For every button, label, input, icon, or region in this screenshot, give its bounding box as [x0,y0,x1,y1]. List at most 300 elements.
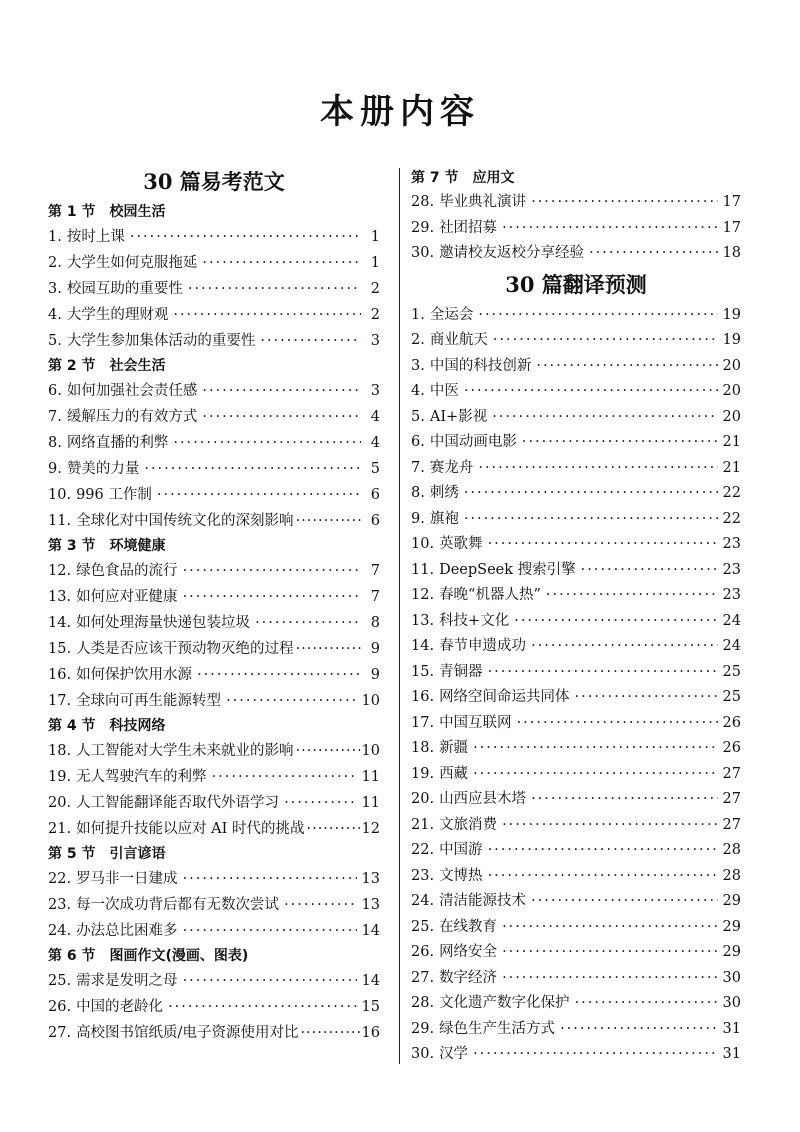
entry-title-group [411,685,570,711]
entry-page-number: 5 [370,461,380,477]
entry-number: 23. [411,867,435,884]
entry-title-group [411,456,473,482]
entry-number: 22. [411,842,435,858]
entry-number: 26. [48,999,72,1015]
toc-entry[interactable] [411,660,741,686]
toc-entry[interactable] [411,216,741,242]
entry-title-group [48,584,178,610]
entry-title: 大学生如何克服拖延 [66,255,198,271]
entry-title-group [48,816,304,842]
toc-entry[interactable] [411,354,741,380]
entry-title-group [411,864,483,890]
entry-page-number: 3 [370,383,380,399]
entry-number: 25. [48,973,72,989]
entry-page-number: 21 [722,434,741,450]
entry-title-group [411,241,584,267]
toc-entry[interactable] [411,190,741,216]
entry-number: 13. [411,612,435,629]
entry-page-number: 10 [361,743,380,759]
entry-number: 11. [48,513,72,529]
dot-leader [226,688,356,714]
entry-title: 赞美的力量 [66,461,140,477]
entry-number: 27. [411,969,435,986]
entry-title: 大学生参加集体活动的重要性 [66,333,256,349]
dot-leader [473,736,717,762]
entry-title-group [48,1020,298,1046]
entry-title: 中国的老龄化 [76,999,164,1015]
entry-page-number: 27 [722,765,741,782]
entry-title-group [411,915,497,941]
entry-title: 刺绣 [429,485,459,501]
entry-number: 8. [411,485,425,501]
entry-title: 绿色生产生活方式 [439,1020,556,1037]
entry-page-number: 23 [722,587,741,603]
entry-page-number: 31 [722,1046,741,1062]
entry-title: 按时上课 [66,229,125,245]
toc-entry[interactable] [411,634,741,660]
entry-title-group [48,866,178,892]
entry-title-group [48,764,207,790]
dot-leader [188,276,361,302]
entry-number: 3. [48,281,62,297]
toc-entry[interactable] [411,430,741,456]
entry-number: 8. [48,435,62,451]
dot-leader [488,532,718,558]
toc-entry[interactable] [411,241,741,267]
entry-number: 9. [411,510,425,527]
toc-entry[interactable] [411,303,741,329]
entry-page-number: 29 [722,944,741,960]
dot-leader [173,302,361,328]
dot-leader [536,354,717,380]
entry-number: 21. [411,816,435,833]
entry-title: 如何加强社会责任感 [66,383,198,399]
entry-title-group [411,430,517,456]
entry-number: 14. [411,638,435,654]
entry-page-number: 30 [722,969,741,986]
toc-entry[interactable] [411,940,741,966]
dot-leader [284,790,356,816]
entry-page-number: 11 [361,795,380,811]
entry-page-number: 11 [361,769,380,785]
toc-entry[interactable] [48,224,380,250]
entry-title: 如何提升技能以应对 AI 时代的挑战 [76,821,305,837]
entry-title: 春节申遗成功 [439,638,527,654]
toc-entry[interactable] [48,764,380,790]
entry-title: 清洁能源技术 [439,893,527,909]
dot-leader [478,456,717,482]
toc-entry[interactable] [48,482,380,508]
toc-entry[interactable] [48,276,380,302]
entry-page-number: 7 [370,589,380,605]
entry-title: 无人驾驶汽车的利弊 [76,769,207,785]
toc-entry[interactable] [48,866,380,892]
section-number: 第 2 节 [48,358,96,374]
entry-number: 21. [48,821,72,837]
toc-entry[interactable] [48,404,380,430]
entry-number: 26. [411,944,435,960]
entry-title-group [411,379,459,405]
entry-title: 人工智能对大学生未来就业的影响 [76,743,294,759]
dot-leader [202,250,361,276]
entry-title-group [48,994,163,1020]
entry-title: 高校图书馆纸质/电子资源使用对比 [76,1025,299,1041]
entry-page-number: 18 [722,245,741,261]
entry-page-number: 4 [370,409,380,425]
toc-entry[interactable] [48,994,380,1020]
right-column [411,166,741,1068]
entry-page-number: 13 [361,871,380,887]
entry-page-number: 1 [370,255,380,271]
entry-title: 全球化对中国传统文化的深刻影响 [76,513,294,529]
entry-number: 17. [48,693,72,709]
entry-number: 25. [411,918,435,935]
dot-leader [144,456,361,482]
toc-entry[interactable] [411,736,741,762]
toc-entry[interactable] [411,1017,741,1043]
entry-number: 11. [411,561,435,578]
dot-leader [173,430,361,456]
entry-title-group [411,558,576,584]
entry-number: 15. [48,641,72,657]
entry-title-group [411,711,512,737]
entry-title-group [411,1042,468,1068]
entry-title: 办法总比困难多 [76,923,178,939]
toc-entry[interactable] [411,1042,741,1068]
entry-page-number: 6 [370,487,380,503]
dot-leader [581,558,718,584]
entry-page-number: 27 [722,791,741,807]
toc-entry[interactable] [411,787,741,813]
toc-entry[interactable] [48,584,380,610]
dot-leader [473,762,717,788]
entry-number: 3. [411,357,425,374]
dot-leader [575,685,718,711]
entry-title-group [411,481,459,507]
entry-number: 7. [411,459,425,476]
dot-leader [492,405,717,431]
entry-number: 24. [48,923,72,939]
entry-title-group [48,636,294,662]
entry-title-group [48,482,152,508]
entry-title: 社团招募 [439,219,498,236]
entry-number: 20. [48,795,72,811]
entry-title: 中国的科技创新 [429,357,532,374]
entry-number: 4. [411,383,425,399]
toc-entry[interactable] [411,481,741,507]
dot-leader [300,1020,359,1046]
entry-title-group [48,224,125,250]
toc-entry[interactable] [411,532,741,558]
entry-title: 校园互助的重要性 [66,281,183,297]
dot-leader [560,1017,717,1043]
toc-entry[interactable] [411,762,741,788]
entry-title: 邀请校友返校分享经验 [439,245,585,261]
section-heading [48,714,380,738]
dot-leader [183,918,357,944]
toc-entry[interactable] [411,991,741,1017]
entry-title: 赛龙舟 [429,459,474,476]
entry-page-number: 20 [722,383,741,399]
section-heading [48,944,380,968]
entry-title: 网络空间命运共同体 [439,689,570,705]
dot-leader [306,816,359,842]
dot-leader [478,303,717,329]
entry-title: 新疆 [439,740,469,756]
toc-entry[interactable] [411,328,741,354]
toc-entry[interactable] [411,838,741,864]
dot-leader [183,968,357,994]
section-name: 引言谚语 [109,846,166,862]
toc-entry[interactable] [48,1020,380,1046]
toc-entry[interactable] [48,790,380,816]
entry-page-number: 30 [722,995,741,1011]
entry-page-number: 28 [722,867,741,884]
dot-leader [502,216,717,242]
left-column [48,166,380,1046]
entry-number: 13. [48,589,72,605]
entry-title-group [48,430,168,456]
toc-entry[interactable] [48,430,380,456]
entry-page-number: 2 [370,307,380,323]
entry-title: 如何应对亚健康 [76,589,178,605]
entry-title-group [411,838,483,864]
entry-title-group [48,662,192,688]
page-title: 本册内容 [320,92,480,132]
entry-title: 每一次成功背后都有无数次尝试 [76,897,280,913]
entry-number: 12. [48,563,72,579]
entry-page-number: 14 [361,923,380,939]
entry-title: 需求是发明之母 [76,973,178,989]
toc-entry[interactable] [48,610,380,636]
toc-entry[interactable] [411,379,741,405]
entry-title-group [48,276,183,302]
toc-entry[interactable] [411,711,741,737]
dot-leader [589,241,717,267]
entry-title: 如何保护饮用水源 [76,667,193,683]
entry-title-group [48,404,197,430]
toc-entry[interactable] [411,456,741,482]
toc-entry[interactable] [48,738,380,764]
entry-number: 14. [48,615,72,631]
toc-entry[interactable] [411,966,741,992]
toc-entry[interactable] [48,302,380,328]
entry-number: 20. [411,791,435,807]
entry-number: 16. [48,667,72,683]
toc-entry[interactable] [48,508,380,534]
section-name: 社会生活 [109,358,166,374]
entry-number: 4. [48,307,62,323]
translation-list [411,303,741,1068]
entry-title-group [48,456,139,482]
entry-title-group [411,583,541,609]
entry-number: 5. [48,333,62,349]
entry-number: 24. [411,893,435,909]
entry-title-group [48,790,279,816]
dot-leader [168,994,356,1020]
toc-entry[interactable] [411,915,741,941]
entry-title: 人类是否应该干预动物灭绝的过程 [76,641,294,657]
entry-page-number: 20 [722,408,741,425]
entry-page-number: 20 [722,357,741,374]
entry-title: 如何处理海量快递包装垃圾 [76,615,251,631]
dot-leader [531,190,717,216]
entry-title-group [48,378,197,404]
entry-number: 18. [411,740,435,756]
toc-entry[interactable] [411,609,741,635]
entry-title: 数字经济 [439,969,498,986]
entry-page-number: 24 [722,612,741,629]
entry-title-group [411,405,487,431]
entry-number: 15. [411,663,435,680]
toc-entry[interactable] [48,918,380,944]
section-number: 第 6 节 [48,948,96,964]
entry-page-number: 10 [361,693,380,709]
entry-page-number: 19 [722,306,741,323]
toc-entry[interactable] [411,583,741,609]
toc-entry[interactable] [48,662,380,688]
entry-title-group [411,762,468,788]
dot-leader [260,328,361,354]
entry-page-number: 12 [361,821,380,837]
dot-leader [183,866,357,892]
entry-page-number: 1 [370,229,380,245]
entry-page-number: 28 [722,842,741,858]
entry-page-number: 29 [722,893,741,909]
entry-title: 大学生的理财观 [66,307,169,323]
dot-leader [522,430,718,456]
toc-entry[interactable] [411,558,741,584]
section-name: 科技网络 [109,718,166,734]
toc-entry[interactable] [411,685,741,711]
section-heading [48,534,380,558]
entry-number: 30. [411,1046,435,1062]
dot-leader [183,558,361,584]
toc-entry[interactable] [48,892,380,918]
entry-title-group [411,532,483,558]
section-heading [411,166,741,190]
entry-number: 12. [411,587,435,603]
dot-leader [488,864,718,890]
entry-title: 毕业典礼演讲 [439,194,527,210]
toc-entry[interactable] [48,250,380,276]
entry-number: 6. [48,383,62,399]
toc-entry[interactable] [48,636,380,662]
dot-leader [212,764,357,790]
toc-entry[interactable] [48,688,380,714]
dot-leader [493,328,718,354]
dot-leader [130,224,361,250]
entry-number: 28. [411,995,435,1011]
entry-title: 旗袍 [429,510,459,527]
entry-number: 29. [411,1020,435,1037]
entry-page-number: 31 [722,1020,741,1037]
entry-number: 28. [411,194,435,210]
entry-page-number: 7 [370,563,380,579]
entry-title-group [411,634,526,660]
entry-title-group [48,968,178,994]
toc-entry[interactable] [411,864,741,890]
entry-page-number: 22 [722,510,741,527]
entry-number: 23. [48,897,72,913]
entry-number: 6. [411,434,425,450]
entry-number: 30. [411,245,435,261]
toc-entry[interactable] [411,813,741,839]
entry-title-group [411,966,497,992]
entry-title: 英歌舞 [439,536,483,552]
toc-entry[interactable] [411,889,741,915]
entry-page-number: 25 [722,663,741,680]
dot-leader [296,636,364,662]
entry-page-number: 19 [722,332,741,348]
applied-sections [411,166,741,267]
entry-title-group [411,507,459,533]
entry-page-number: 2 [370,281,380,297]
entry-title-group [411,736,468,762]
dot-leader [296,738,360,764]
entry-number: 9. [48,461,62,477]
entry-page-number: 24 [722,638,741,654]
toc-entry[interactable] [48,558,380,584]
toc-entry[interactable] [411,507,741,533]
dot-leader [514,609,717,635]
dot-leader [502,940,717,966]
entry-title-group [411,609,509,635]
entry-page-number: 23 [722,561,741,578]
entry-title: 中医 [429,383,459,399]
entry-page-number: 21 [722,459,741,476]
entry-title-group [411,940,497,966]
entry-title-group [411,660,483,686]
translations-heading: 30 篇翻译预测 [505,271,647,297]
toc-entry[interactable] [48,816,380,842]
entry-title: 青铜器 [439,663,483,680]
entry-title: 文旅消费 [439,816,498,833]
entry-title: 文博热 [439,867,483,884]
entry-title: 商业航天 [429,332,488,348]
entry-page-number: 26 [722,714,741,731]
entry-number: 10. [411,536,435,552]
dot-leader [197,662,361,688]
section-heading [48,842,380,866]
toc-entry[interactable] [48,456,380,482]
entry-title-group [411,190,526,216]
toc-entry[interactable] [411,405,741,431]
toc-entry[interactable] [48,328,380,354]
entry-title: 山西应县木塔 [439,791,527,807]
entry-title-group [48,610,250,636]
entry-title-group [411,787,526,813]
toc-entry[interactable] [48,378,380,404]
dot-leader [502,915,717,941]
entry-number: 27. [48,1025,72,1041]
entry-title: 996 工作制 [76,487,152,503]
entry-title-group [48,688,221,714]
section-name: 应用文 [472,170,515,186]
entry-title: 中国互联网 [439,714,512,731]
entry-number: 5. [411,408,425,425]
entry-title-group [48,302,168,328]
entry-title: 罗马非一日建成 [76,871,178,887]
section-number: 第 4 节 [48,718,96,734]
dot-leader [473,1042,717,1068]
entry-page-number: 13 [361,897,380,913]
entry-title: 科技+文化 [439,612,510,629]
toc-entry[interactable] [48,968,380,994]
entry-page-number: 25 [722,689,741,705]
section-number: 第 3 节 [48,538,96,554]
dot-leader [157,482,361,508]
